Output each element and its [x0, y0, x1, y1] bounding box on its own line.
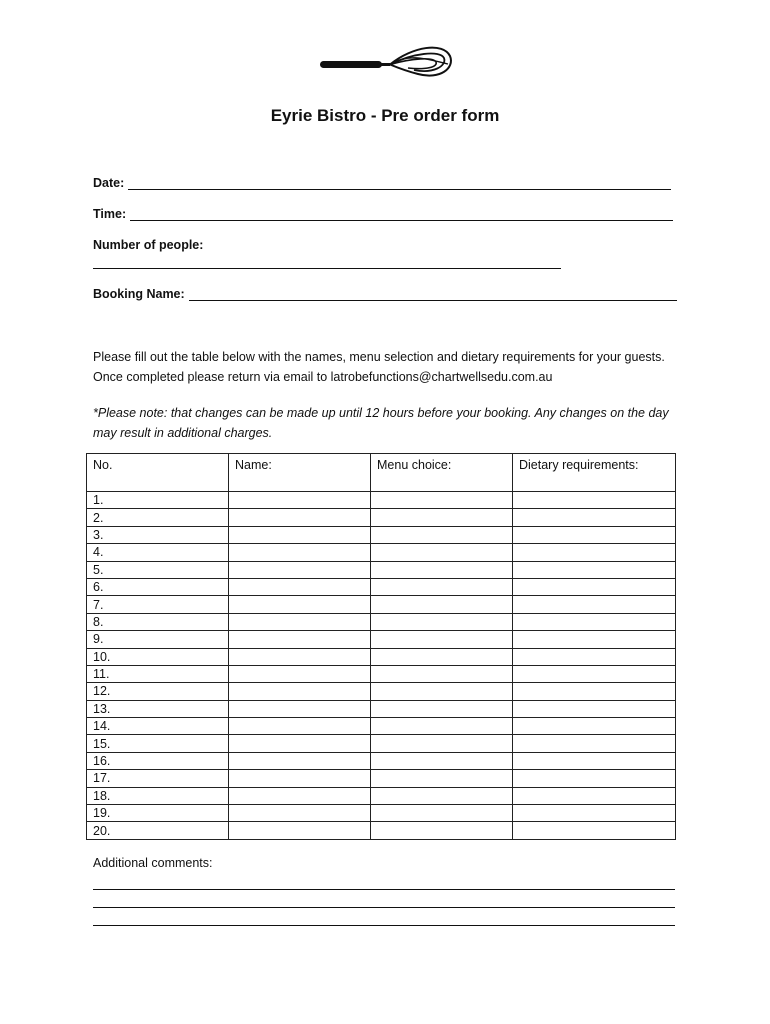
menu-choice-cell[interactable] [371, 735, 513, 752]
whisk-icon [318, 44, 454, 86]
row-number: 8. [87, 613, 229, 630]
date-label: Date: [93, 176, 125, 190]
name-cell[interactable] [229, 578, 371, 595]
time-label: Time: [93, 207, 127, 221]
menu-choice-cell[interactable] [371, 578, 513, 595]
row-number: 7. [87, 596, 229, 613]
people-field [93, 238, 203, 252]
table-row [87, 787, 676, 804]
name-cell[interactable] [229, 509, 371, 526]
menu-choice-cell[interactable] [371, 648, 513, 665]
dietary-cell[interactable] [513, 578, 676, 595]
menu-choice-cell[interactable] [371, 631, 513, 648]
dietary-cell[interactable] [513, 509, 676, 526]
table-row [87, 492, 676, 509]
menu-choice-cell[interactable] [371, 596, 513, 613]
table-row [87, 700, 676, 717]
table-row [87, 805, 676, 822]
dietary-cell[interactable] [513, 492, 676, 509]
dietary-cell[interactable] [513, 718, 676, 735]
table-row [87, 544, 676, 561]
header-name: Name: [229, 454, 371, 492]
menu-choice-cell[interactable] [371, 700, 513, 717]
dietary-cell[interactable] [513, 631, 676, 648]
dietary-cell[interactable] [513, 822, 676, 839]
dietary-cell[interactable] [513, 787, 676, 804]
row-number: 11. [87, 665, 229, 682]
table-row [87, 613, 676, 630]
comments-line[interactable] [93, 907, 675, 908]
name-cell[interactable] [229, 613, 371, 630]
dietary-cell[interactable] [513, 665, 676, 682]
dietary-cell[interactable] [513, 735, 676, 752]
name-cell[interactable] [229, 752, 371, 769]
name-cell[interactable] [229, 718, 371, 735]
menu-choice-cell[interactable] [371, 665, 513, 682]
name-cell[interactable] [229, 544, 371, 561]
comments-line[interactable] [93, 925, 675, 926]
menu-choice-cell[interactable] [371, 805, 513, 822]
name-cell[interactable] [229, 770, 371, 787]
menu-choice-cell[interactable] [371, 492, 513, 509]
row-number: 3. [87, 526, 229, 543]
table-row [87, 665, 676, 682]
guest-table [86, 453, 676, 840]
menu-choice-cell[interactable] [371, 770, 513, 787]
table-row [87, 631, 676, 648]
table-row [87, 561, 676, 578]
menu-choice-cell[interactable] [371, 613, 513, 630]
table-row [87, 718, 676, 735]
name-cell[interactable] [229, 805, 371, 822]
name-cell[interactable] [229, 561, 371, 578]
row-number: 12. [87, 683, 229, 700]
menu-choice-cell[interactable] [371, 544, 513, 561]
table-row [87, 509, 676, 526]
menu-choice-cell[interactable] [371, 718, 513, 735]
header-dietary: Dietary requirements: [513, 454, 676, 492]
row-number: 2. [87, 509, 229, 526]
menu-choice-cell[interactable] [371, 787, 513, 804]
name-cell[interactable] [229, 631, 371, 648]
dietary-cell[interactable] [513, 544, 676, 561]
table-row [87, 596, 676, 613]
row-number: 18. [87, 787, 229, 804]
name-cell[interactable] [229, 665, 371, 682]
people-input-line[interactable] [93, 268, 561, 269]
table-row [87, 822, 676, 839]
dietary-cell[interactable] [513, 770, 676, 787]
row-number: 19. [87, 805, 229, 822]
header-menu-choice: Menu choice: [371, 454, 513, 492]
table-row [87, 578, 676, 595]
table-row [87, 735, 676, 752]
table-row [87, 683, 676, 700]
name-cell[interactable] [229, 735, 371, 752]
menu-choice-cell[interactable] [371, 509, 513, 526]
menu-choice-cell[interactable] [371, 526, 513, 543]
row-number: 4. [87, 544, 229, 561]
menu-choice-cell[interactable] [371, 683, 513, 700]
date-input-line[interactable] [128, 177, 671, 190]
booking-name-input-line[interactable] [189, 288, 677, 301]
table-row [87, 752, 676, 769]
changes-note: *Please note: that changes can be made up until 12 hours before your booking. Any changes on the day may result in additional charges. [93, 406, 669, 440]
people-label: Number of people: [93, 238, 204, 252]
name-cell[interactable] [229, 526, 371, 543]
row-number: 17. [87, 770, 229, 787]
booking-name-label: Booking Name: [93, 287, 185, 301]
row-number: 9. [87, 631, 229, 648]
dietary-cell[interactable] [513, 648, 676, 665]
name-cell[interactable] [229, 596, 371, 613]
dietary-cell[interactable] [513, 561, 676, 578]
row-number: 6. [87, 578, 229, 595]
dietary-cell[interactable] [513, 805, 676, 822]
name-cell[interactable] [229, 700, 371, 717]
booking-name-field[interactable] [93, 287, 677, 301]
comments-label: Additional comments: [93, 856, 213, 870]
row-number: 15. [87, 735, 229, 752]
table-row [87, 648, 676, 665]
page-title: Eyrie Bistro - Pre order form [270, 106, 500, 125]
row-number: 20. [87, 822, 229, 839]
menu-choice-cell[interactable] [371, 822, 513, 839]
header-no: No. [87, 454, 229, 492]
dietary-cell[interactable] [513, 613, 676, 630]
row-number: 13. [87, 700, 229, 717]
menu-choice-cell[interactable] [371, 752, 513, 769]
row-number: 16. [87, 752, 229, 769]
dietary-cell[interactable] [513, 683, 676, 700]
table-header-row [87, 454, 676, 492]
instructions-text: Please fill out the table below with the names, menu selection and dietary requirements for your guests. Once completed please return via email to latrobefunctions@chartwellsedu.com.au [93, 350, 665, 384]
comments-line[interactable] [93, 889, 675, 890]
date-field[interactable] [93, 176, 671, 190]
name-cell[interactable] [229, 648, 371, 665]
name-cell[interactable] [229, 822, 371, 839]
time-input-line[interactable] [130, 208, 673, 221]
dietary-cell[interactable] [513, 526, 676, 543]
time-field[interactable] [93, 207, 673, 221]
row-number: 1. [87, 492, 229, 509]
table-row [87, 770, 676, 787]
name-cell[interactable] [229, 787, 371, 804]
row-number: 10. [87, 648, 229, 665]
name-cell[interactable] [229, 492, 371, 509]
dietary-cell[interactable] [513, 752, 676, 769]
menu-choice-cell[interactable] [371, 561, 513, 578]
row-number: 5. [87, 561, 229, 578]
name-cell[interactable] [229, 683, 371, 700]
row-number: 14. [87, 718, 229, 735]
dietary-cell[interactable] [513, 700, 676, 717]
table-row [87, 526, 676, 543]
dietary-cell[interactable] [513, 596, 676, 613]
